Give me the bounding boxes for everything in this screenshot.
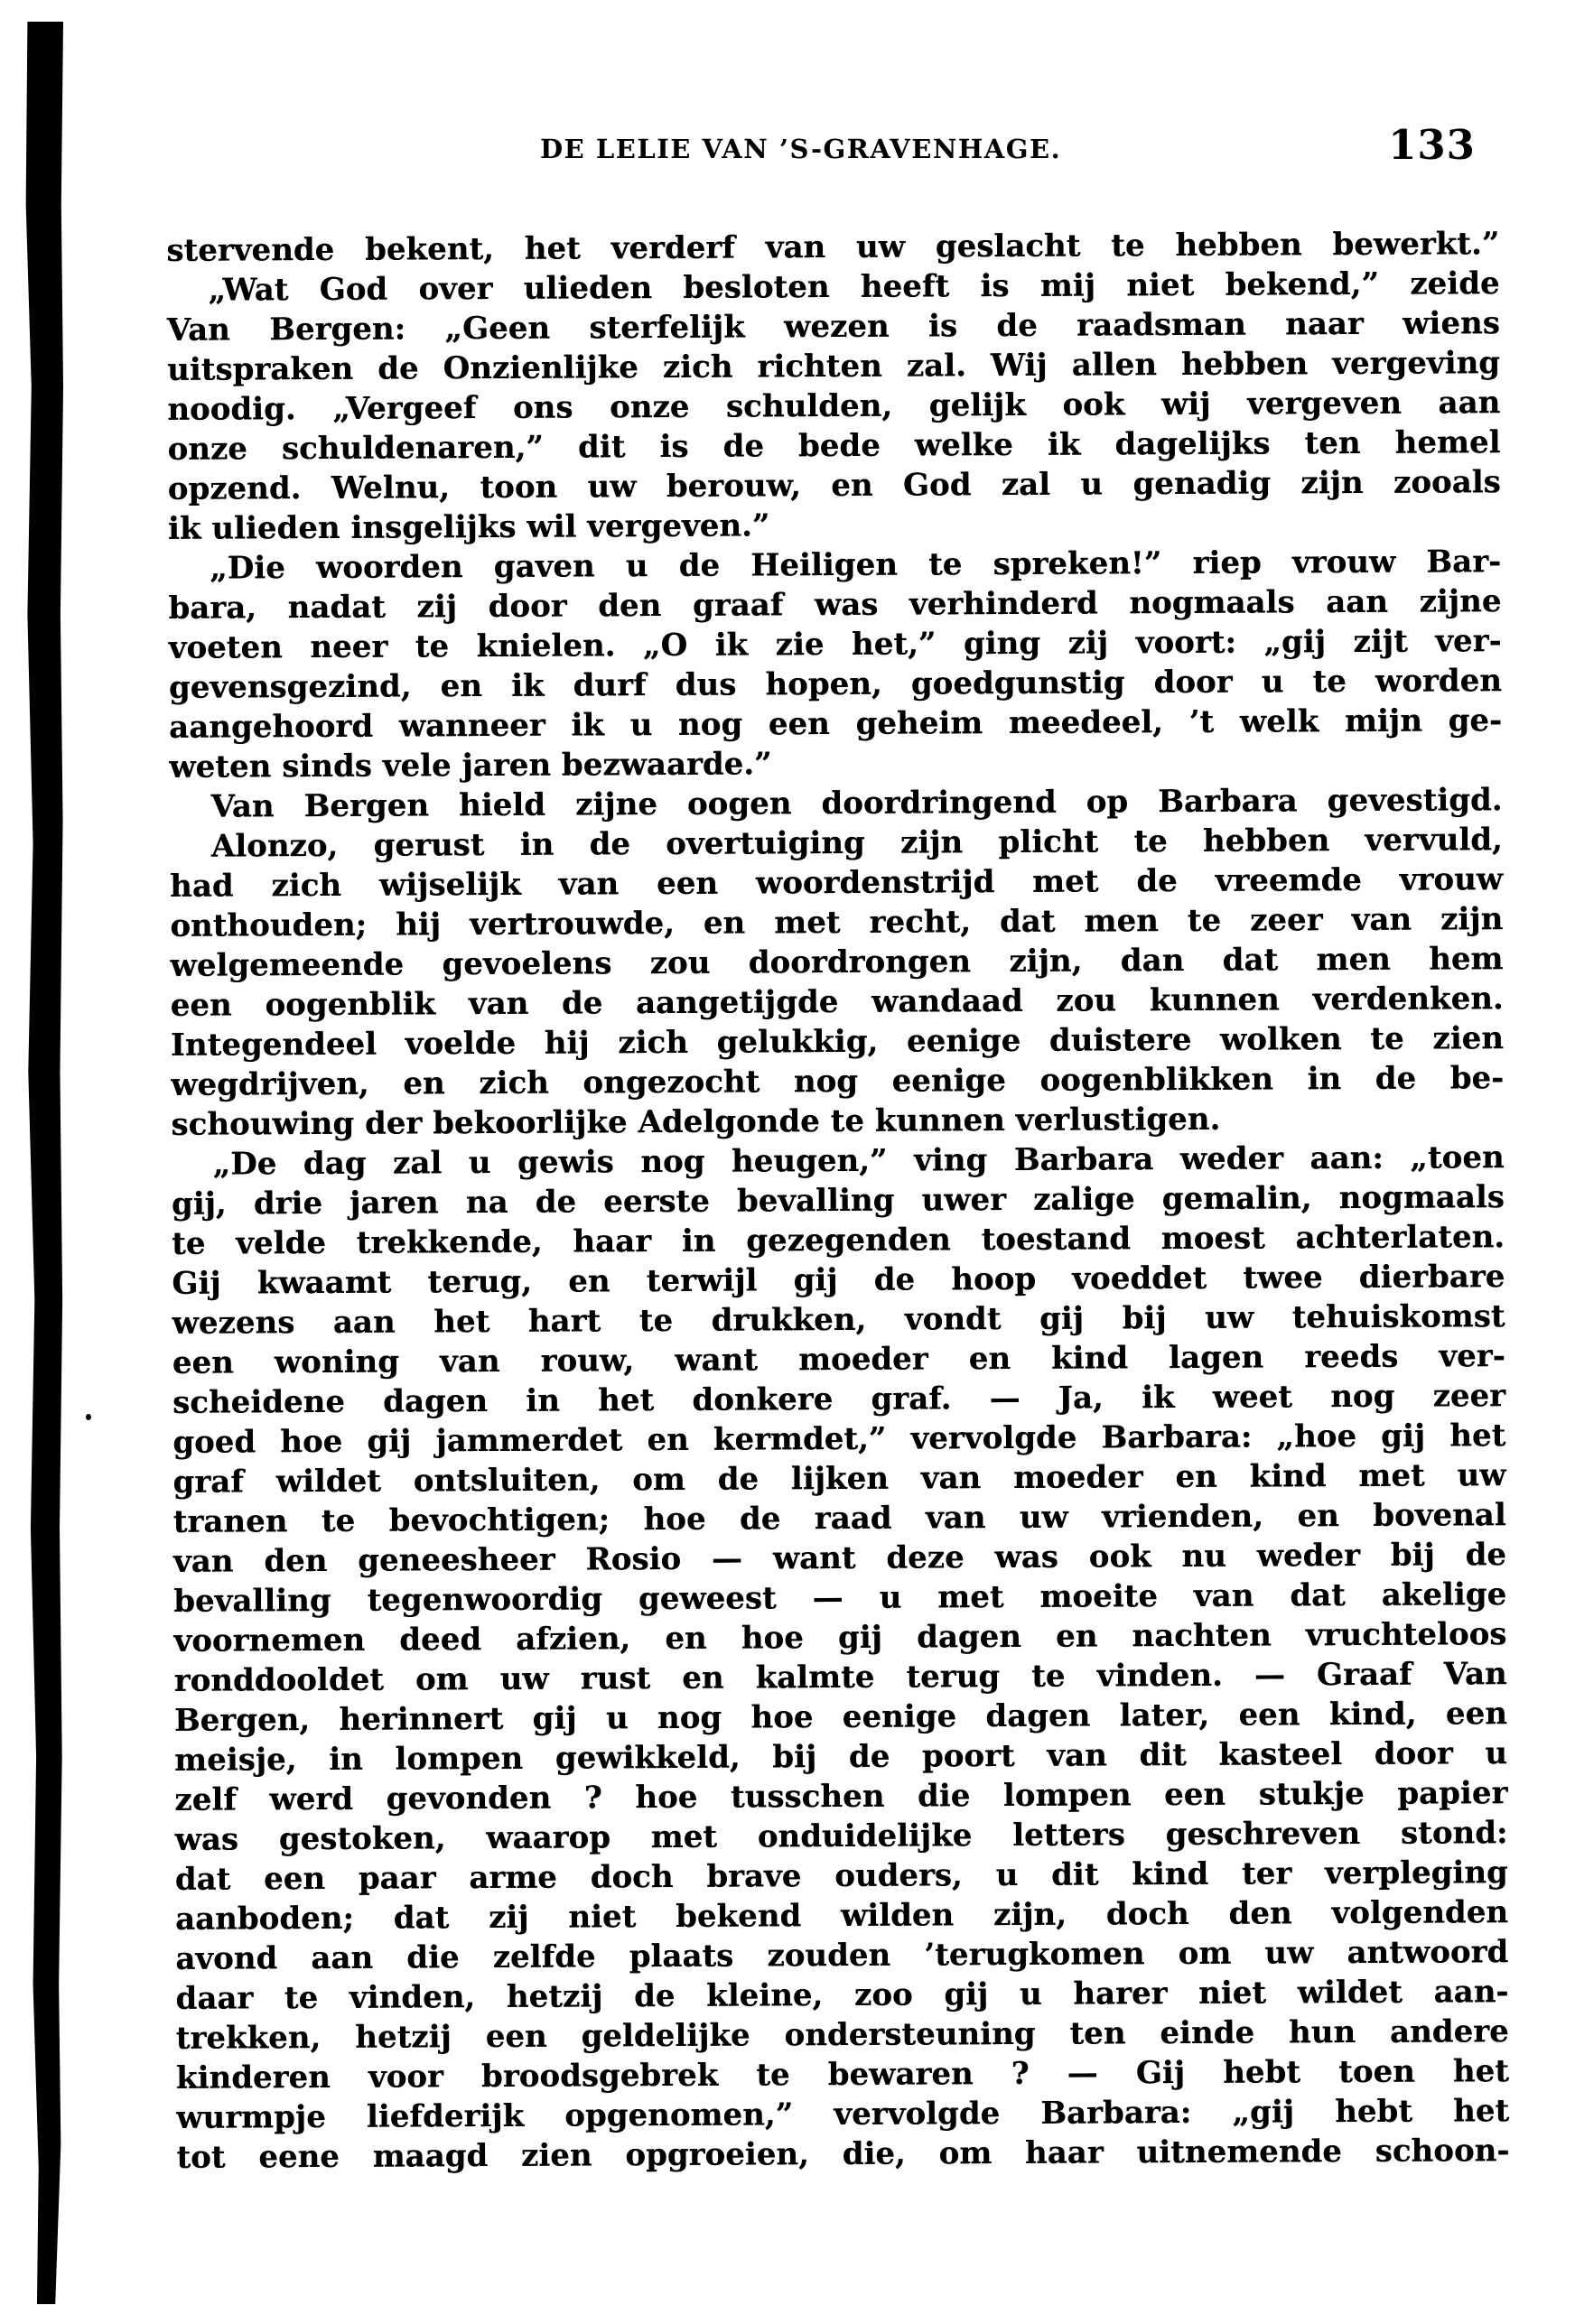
text-line: welgemeende gevoelens zou doordrongen zijn, dan dat men hem [170,941,1504,984]
text-line: opzend. Welnu, toon uw berouw, en God zal u genadig zijn zooals [167,464,1501,507]
text-line: had zich wijselijk van een woordenstrijd met de vreemde vrouw [170,861,1504,905]
text-column [166,224,1509,2178]
text-line: wezens aan het hart te drukken, vondt gij bij uw tehuiskomst [172,1298,1505,1342]
text-line: wegdrijven, en zich ongezocht nog eenige oogenblikken in de be- [171,1060,1505,1103]
text-line: van den geneesheer Rosio — want deze was ook nu weder bij de [172,1537,1507,1580]
text-line: meisje, in lompen gewikkeld, bij de poort van dit kasteel door u [174,1735,1508,1779]
text-line: gij, drie jaren na de eerste bevalling uwer zalige gemalin, nogmaals [171,1179,1505,1222]
text-line: tranen te bevochtigen; hoe de raad van uw vrienden, en bovenal [172,1497,1506,1540]
text-line: uitspraken de Onzienlijke zich richten zal. Wij allen hebben vergeving [167,345,1501,388]
text-line: stervende bekent, het verderf van uw geslacht te hebben bewerkt.” [166,226,1500,269]
text-line: dat een paar arme doch brave ouders, u dit kind ter verpleging [174,1855,1509,1898]
text-line: onthouden; hij vertrouwde, en met recht, dat men te zeer van zijn [170,901,1504,944]
text-line: voeten neer te knielen. „O ik zie het,” ging zij voort: „gij zijt ver- [168,623,1502,666]
text-line: te velde trekkende, haar in gezegenden toestand moest achterlaten. [172,1219,1505,1262]
text-line: noodig. „Vergeef ons onze schulden, gelijk ook wij vergeven aan [167,385,1501,428]
text-line: „Wat God over ulieden besloten heeft is mij niet bekend,” zeide [208,265,1500,309]
text-line: Van Bergen hield zijne oogen doordringend op Barbara gevestigd. [210,782,1503,825]
text-line: schouwing der bekoorlijke Adelgonde te kunnen verlustigen. [171,1101,1221,1143]
text-line: bara, nadat zij door den graaf was verhinderd nogmaals aan zijne [168,583,1502,627]
text-line: Bergen, herinnert gij u nog hoe eenige dagen later, een kind, een [173,1696,1508,1739]
text-line: zelf werd gevonden ? hoe tusschen die lompen een stukje papier [174,1775,1508,1818]
text-line: „Die woorden gaven u de Heiligen te spreken!” riep vrouw Bar- [210,544,1502,587]
text-line: kinderen voor broodsgebrek te bewaren ? — Gij hebt toen het [175,2053,1510,2096]
text-line: een oogenblik van de aangetijgde wandaad zou kunnen verdenken. [170,981,1504,1024]
text-line: graf wildet ontsluiten, om de lijken van moeder en kind met uw [172,1457,1506,1501]
text-line: voornemen deed afzien, en hoe gij dagen en nachten vruchteloos [173,1616,1507,1659]
text-line: tot eene maagd zien opgroeien, die, om haar uitnemende schoon- [176,2133,1510,2176]
text-line: scheidene dagen in het donkere graf. — Ja, ik weet nog zeer [172,1378,1506,1421]
text-line: daar te vinden, hetzij de kleine, zoo gij u harer niet wildet aan- [175,1974,1509,2017]
running-title: DE LELIE VAN ’S-GRAVENHAGE. [540,134,1062,164]
page-number: 133 [1388,121,1476,169]
scan-speck [86,1414,91,1420]
text-line: aangehoord wanneer ik u nog een geheim meedeel, ’t welk mijn ge- [169,702,1503,746]
text-line: avond aan die zelfde plaats zouden ’terugkomen om uw antwoord [175,1934,1509,1977]
text-line: Van Bergen: „Geen sterfelijk wezen is de raadsman naar wiens [166,305,1501,349]
text-line: bevalling tegenwoordig geweest — u met moeite van dat akelige [173,1576,1507,1620]
text-line: goed hoe gij jammerdet en kermdet,” vervolgde Barbara: „hoe gij het [172,1418,1506,1461]
text-line: ronddooldet om uw rust en kalmte terug te vinden. — Graaf Van [173,1656,1507,1699]
text-line: weten sinds vele jaren bezwaarde.” [169,746,772,786]
text-line: gevensgezind, en ik durf dus hopen, goedgunstig door u te worden [168,663,1503,706]
text-line: Integendeel voelde hij zich gelukkig, eenige duistere wolken te zien [170,1020,1505,1064]
text-line: een woning van rouw, want moeder en kind lagen reeds ver- [172,1338,1506,1381]
text-line: ik ulieden insgelijks wil vergeven.” [167,507,770,547]
text-line: was gestoken, waarop met onduidelijke letters geschreven stond: [174,1815,1508,1858]
binding-gutter-shadow [23,22,63,2304]
text-line: „De dag zal u gewis nog heugen,” ving Barbara weder aan: „toen [212,1139,1505,1183]
text-line: wurmpje liefderijk opgenomen,” vervolgde Barbara: „gij hebt het [176,2093,1510,2136]
text-line: Alonzo, gerust in de overtuiging zijn plicht te hebben vervuld, [210,822,1504,865]
text-line: Gij kwaamt terug, en terwijl gij de hoop voeddet twee dierbare [172,1259,1505,1302]
text-line: onze schuldenaren,” dit is de bede welke ik dagelijks ten hemel [167,424,1501,468]
text-line: aanboden; dat zij niet bekend wilden zijn, doch den volgenden [175,1894,1509,1938]
text-line: trekken, hetzij een geldelijke ondersteuning ten einde hun andere [175,2013,1509,2057]
